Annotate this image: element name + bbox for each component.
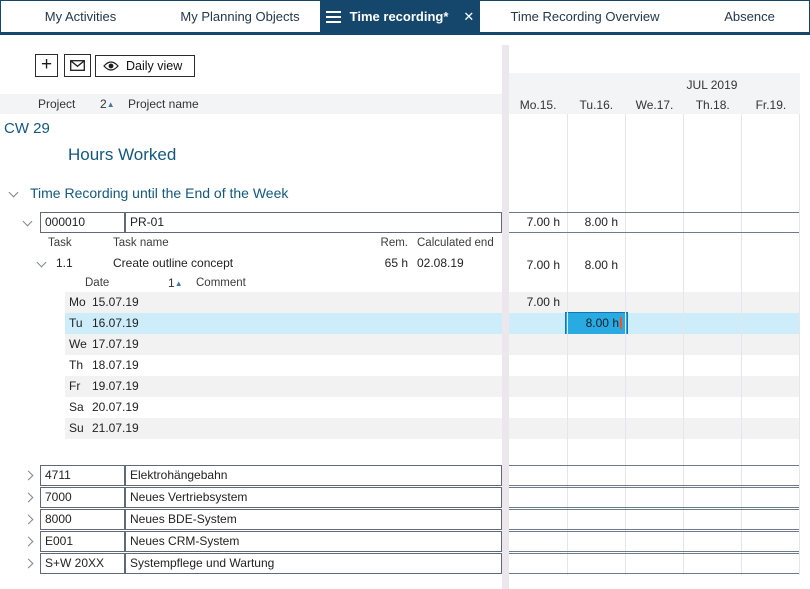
chevron-down-icon[interactable] bbox=[37, 258, 47, 268]
project-id-cell[interactable]: 7000 bbox=[40, 487, 125, 508]
day-column-header: Fr.19. bbox=[755, 98, 787, 112]
day-date: 17.07.19 bbox=[92, 337, 139, 351]
chevron-right-icon[interactable] bbox=[24, 493, 34, 503]
day-column-header: Mo.15. bbox=[519, 98, 557, 112]
tab-bar bbox=[0, 0, 810, 35]
add-booking-button[interactable] bbox=[35, 54, 58, 77]
text-caret bbox=[620, 317, 622, 329]
project-row-grid bbox=[509, 509, 799, 530]
chevron-down-icon[interactable] bbox=[23, 217, 33, 227]
plus-icon: + bbox=[40, 54, 53, 75]
chevron-right-icon[interactable] bbox=[24, 559, 34, 569]
tab-my-activities[interactable] bbox=[1, 1, 160, 32]
chevron-right-icon[interactable] bbox=[24, 537, 34, 547]
day-row-we[interactable] bbox=[65, 334, 800, 355]
day-abbr: Tu bbox=[69, 316, 83, 330]
daily-view-button[interactable] bbox=[95, 55, 195, 77]
day-row-th[interactable] bbox=[65, 355, 800, 376]
day-date: 16.07.19 bbox=[92, 316, 139, 330]
project-name-column-header: Project name bbox=[128, 97, 199, 111]
project-hours-tu[interactable]: 8.00 h bbox=[584, 215, 618, 229]
pane-splitter[interactable] bbox=[502, 45, 509, 589]
task-name-column-header: Task name bbox=[113, 237, 169, 249]
tab-my-planning-objects[interactable] bbox=[160, 1, 320, 32]
project-row-grid bbox=[509, 465, 799, 486]
sort-up-icon: ▲ bbox=[174, 279, 183, 288]
day-abbr: Su bbox=[69, 421, 84, 435]
task-name[interactable]: Create outline concept bbox=[113, 256, 234, 270]
hamburger-icon[interactable] bbox=[326, 11, 341, 23]
day-abbr: Mo bbox=[69, 295, 86, 309]
day-column-header: We.17. bbox=[635, 98, 674, 112]
tab-absence[interactable] bbox=[690, 1, 809, 32]
chevron-down-icon[interactable] bbox=[9, 188, 19, 198]
section-title: Time Recording until the End of the Week bbox=[30, 185, 289, 201]
day-row-tu[interactable] bbox=[65, 313, 800, 334]
hours-worked-title: Hours Worked bbox=[68, 145, 177, 164]
tab-time-recording[interactable] bbox=[320, 1, 480, 32]
day-row-fr[interactable] bbox=[65, 376, 800, 397]
day-date: 15.07.19 bbox=[92, 295, 139, 309]
project-id-cell[interactable]: 4711 bbox=[40, 465, 125, 486]
day-date: 19.07.19 bbox=[92, 379, 139, 393]
day-column-header: Tu.16. bbox=[579, 98, 614, 112]
project-row-grid bbox=[509, 212, 799, 233]
send-mail-button[interactable] bbox=[64, 54, 91, 77]
project-name-cell[interactable]: Neues CRM-System bbox=[125, 531, 502, 552]
task-hours-tu[interactable]: 8.00 h bbox=[584, 258, 618, 272]
task-remaining: 65 h bbox=[384, 256, 408, 270]
day-date: 20.07.19 bbox=[92, 400, 139, 414]
day-row-mo[interactable] bbox=[65, 292, 800, 313]
project-column-header: Project bbox=[38, 97, 76, 111]
date-column-header: Date bbox=[85, 277, 110, 289]
day-column-headers bbox=[509, 98, 800, 112]
day-row-su[interactable] bbox=[65, 418, 800, 439]
project-row-grid bbox=[509, 553, 799, 574]
sort-indicator-date[interactable]: 1▲ bbox=[168, 276, 183, 290]
chevron-right-icon[interactable] bbox=[24, 515, 34, 525]
day-abbr: Fr bbox=[69, 379, 81, 393]
task-id[interactable]: 1.1 bbox=[56, 256, 73, 270]
grid-line bbox=[799, 114, 800, 575]
tab-label: Time recording* bbox=[349, 9, 449, 24]
project-id-cell[interactable]: 000010 bbox=[40, 212, 125, 233]
tab-label: Absence bbox=[724, 9, 775, 24]
project-row-grid bbox=[509, 487, 799, 508]
month-label: JUL 2019 bbox=[686, 78, 738, 92]
tab-label: My Planning Objects bbox=[180, 9, 300, 24]
hours-cell-tu-selected[interactable]: 8.00 h bbox=[565, 312, 628, 335]
sort-indicator-project[interactable]: 2▲ bbox=[100, 97, 115, 111]
calculated-end-column-header: Calculated end bbox=[417, 237, 494, 249]
left-table-header bbox=[0, 94, 502, 114]
project-name-cell[interactable]: Elektrohängebahn bbox=[125, 465, 502, 486]
day-date: 18.07.19 bbox=[92, 358, 139, 372]
close-icon[interactable]: ✕ bbox=[463, 8, 475, 24]
day-abbr: We bbox=[69, 337, 87, 351]
envelope-icon bbox=[70, 60, 85, 71]
project-id-cell[interactable]: 8000 bbox=[40, 509, 125, 530]
comment-column-header: Comment bbox=[196, 277, 246, 289]
day-abbr: Sa bbox=[69, 400, 84, 414]
day-column-header: Th.18. bbox=[695, 98, 730, 112]
project-name-cell[interactable]: PR-01 bbox=[125, 212, 502, 233]
project-hours-mo[interactable]: 7.00 h bbox=[526, 215, 560, 229]
hours-cell-mo[interactable]: 7.00 h bbox=[526, 295, 560, 309]
rem-column-header: Rem. bbox=[380, 237, 408, 249]
day-abbr: Th bbox=[69, 358, 84, 372]
calendar-week-label: CW 29 bbox=[4, 120, 50, 137]
day-row-sa[interactable] bbox=[65, 397, 800, 418]
project-id-cell[interactable]: S+W 20XX bbox=[40, 553, 125, 574]
project-row-grid bbox=[509, 531, 799, 552]
tab-label: My Activities bbox=[44, 9, 117, 24]
tab-time-recording-overview[interactable] bbox=[480, 1, 690, 32]
daily-view-label: Daily view bbox=[126, 59, 183, 73]
project-name-cell[interactable]: Neues BDE-System bbox=[125, 509, 502, 530]
tab-label: Time Recording Overview bbox=[510, 9, 660, 24]
calendar-header bbox=[509, 73, 800, 114]
task-hours-mo[interactable]: 7.00 h bbox=[526, 258, 560, 272]
chevron-right-icon[interactable] bbox=[24, 471, 34, 481]
project-name-cell[interactable]: Systempflege und Wartung bbox=[125, 553, 502, 574]
sort-up-icon: ▲ bbox=[106, 100, 115, 109]
project-name-cell[interactable]: Neues Vertriebsystem bbox=[125, 487, 502, 508]
eye-icon bbox=[103, 61, 119, 71]
task-column-header: Task bbox=[48, 237, 72, 249]
task-calculated-end: 02.08.19 bbox=[417, 256, 464, 270]
project-id-cell[interactable]: E001 bbox=[40, 531, 125, 552]
day-date: 21.07.19 bbox=[92, 421, 139, 435]
